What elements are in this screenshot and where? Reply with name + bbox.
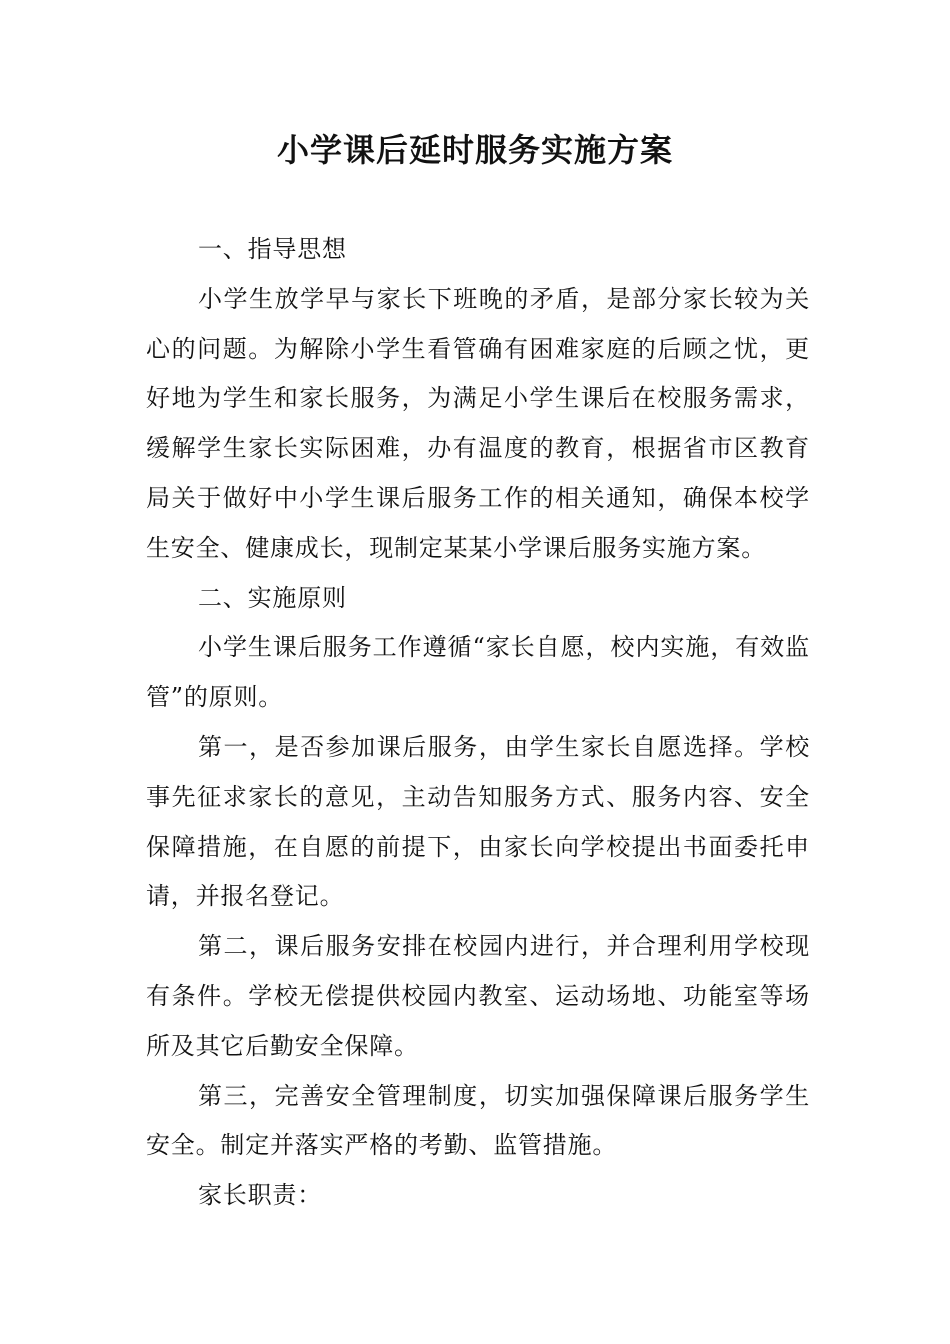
- document-body: [146, 225, 810, 1221]
- paragraph-principle-first: 第一，是否参加课后服务，由学生家长自愿选择。学校事先征求家长的意见，主动告知服务方式、服务内容、安全保障措施，在自愿的前提下，由家长向学校提出书面委托申请，并报名登记。: [146, 732, 810, 911]
- paragraph-principle-third: 第三，完善安全管理制度，切实加强保障课后服务学生安全。制定并落实严格的考勤、监管措施。: [146, 1081, 810, 1160]
- section-heading-guiding-ideology: 一、指导思想: [198, 235, 347, 263]
- paragraph-principle-second: 第二，课后服务安排在校园内进行，并合理利用学校现有条件。学校无偿提供校园内教室、运动场地、功能室等场所及其它后勤安全保障。: [146, 932, 810, 1060]
- section-heading-principles: 二、实施原则: [198, 583, 347, 612]
- paragraph-principles-intro: 小学生课后服务工作遵循“家长自愿，校内实施，有效监管”的原则。: [146, 633, 810, 712]
- paragraph-parent-duties-heading: 家长职责：: [198, 1181, 322, 1210]
- paragraph-background: 小学生放学早与家长下班晚的矛盾，是部分家长较为关心的问题。为解除小学生看管确有困难家庭的后顾之忧，更好地为学生和家长服务，为满足小学生课后在校服务需求，缓解学生家长实际困难，办有温度的教育，根据省市区教育局关于做好中小学生课后服务工作的相关通知，确保本校学生安全、健康成长，现制定某某小学课后服务实施方案。: [146, 284, 810, 562]
- document-title: 小学课后延时服务实施方案: [276, 131, 673, 169]
